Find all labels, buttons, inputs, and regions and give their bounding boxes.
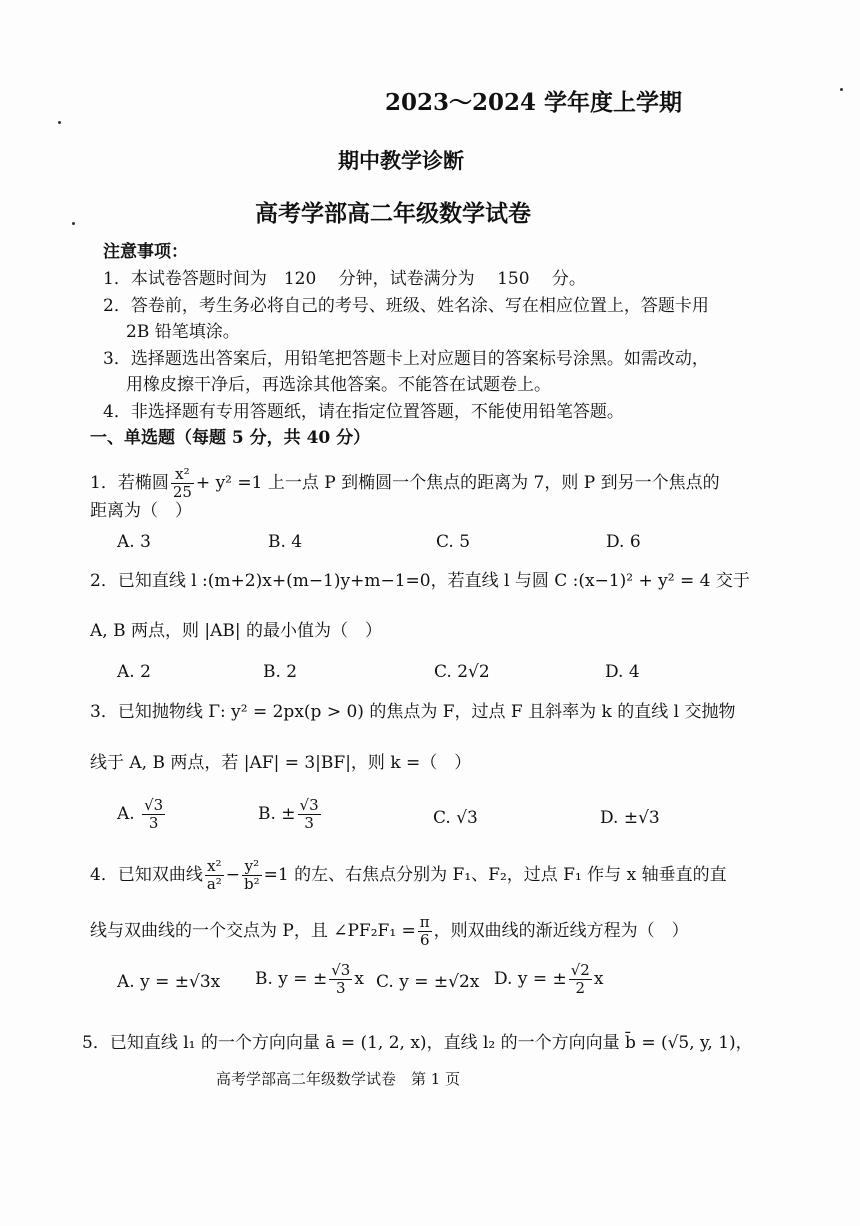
question-3-line2: 线于 A, B 两点，若 |AF| = 3|BF|，则 k =（ ） — [90, 753, 472, 773]
q3-option-d: D. ±√3 — [600, 808, 660, 828]
note-item: 3．选择题选出答案后，用铅笔把答题卡上对应题目的答案标号涂黑。如需改动， — [103, 349, 709, 369]
q3-option-c: C. √3 — [433, 808, 478, 828]
q1-text: 1．若椭圆 — [90, 473, 169, 493]
q4-option-d: D. y = ± $\frac{√2}{2}$ x — [494, 961, 604, 997]
scan-speck — [840, 88, 843, 91]
scan-speck — [58, 121, 61, 124]
q2-option-d: D. 4 — [605, 662, 640, 682]
q2-option-c: C. 2√2 — [434, 662, 490, 682]
year-title: 2023～2024 学年度上学期 — [385, 89, 683, 116]
exam-name: 期中教学诊断 — [338, 148, 464, 173]
note-item: 1．本试卷答题时间为 120 分钟，试卷满分为 150 分。 — [103, 269, 586, 289]
q2-option-b: B. 2 — [263, 662, 298, 682]
question-5-line1: 5．已知直线 l₁ 的一个方向向量 ā = (1, 2, x)，直线 l₂ 的一个方向向量 b̄ = (√5, y, 1)， — [82, 1033, 753, 1053]
note-item: 4．非选择题有专用答题纸，请在指定位置答题，不能使用铅笔答题。 — [103, 402, 624, 422]
question-2-line2: A, B 两点，则 |AB| 的最小值为（ ） — [90, 621, 383, 641]
q4-option-a: A. y = ±√3x — [117, 972, 221, 992]
question-4-line1: 4．已知双曲线 $\frac{\text{x²}}{\text{a²}}$ − $\frac{\text{y²}}{\text{b²}}$ =1 的左、右焦点分别为 F₁、F₂，过点 F₁ 作与 x 轴垂直的直 — [90, 857, 727, 893]
q4-option-b: B. y = ± $\frac{√3}{3}$ x — [255, 961, 364, 997]
question-1-line2: 距离为（ ） — [90, 501, 192, 521]
notes-heading: 注意事项： — [103, 242, 188, 262]
paper-title: 高考学部高二年级数学试卷 — [255, 200, 531, 227]
q1-fraction: $\frac{\text{x²}}{25}$ — [172, 465, 192, 501]
q1-option-c: C. 5 — [436, 532, 471, 552]
q1-option-b: B. 4 — [268, 532, 303, 552]
scan-speck — [72, 222, 75, 225]
question-3-line1: 3．已知抛物线 Γ: y² = 2px(p > 0) 的焦点为 F，过点 F 且斜率为 k 的直线 l 交抛物 — [90, 702, 736, 722]
q1-option-a: A. 3 — [117, 532, 151, 552]
q1-text-rest: + y² =1 上一点 P 到椭圆一个焦点的距离为 7，则 P 到另一个焦点的 — [195, 473, 720, 493]
page-footer: 高考学部高二年级数学试卷 第 1 页 — [216, 1070, 461, 1088]
q3-option-a: A. $\frac{√3}{3}$ — [117, 796, 164, 832]
q4-option-c: C. y = ±√2x — [376, 972, 480, 992]
note-item: 用橡皮擦干净后，再选涂其他答案。不能答在试题卷上。 — [126, 375, 551, 395]
note-item: 2B 铅笔填涂。 — [126, 322, 240, 342]
question-2-line1: 2．已知直线 l :(m+2)x+(m−1)y+m−1=0，若直线 l 与圆 C :(x−1)² + y² = 4 交于 — [90, 571, 750, 591]
q2-option-a: A. 2 — [117, 662, 151, 682]
question-1-line1 — [90, 466, 720, 501]
q1-option-d: D. 6 — [606, 532, 641, 552]
q3-option-b: B. ± $\frac{√3}{3}$ — [258, 796, 319, 832]
note-item: 2．答卷前，考生务必将自己的考号、班级、姓名涂、写在相应位置上，答题卡用 — [103, 296, 709, 316]
question-4-line2: 线与双曲线的一个交点为 P，且 ∠PF₂F₁ = $\frac{\pi}{6}$ ，则双曲线的渐近线方程为（ ） — [90, 913, 689, 949]
section-heading: 一、单选题（每题 5 分，共 40 分） — [90, 428, 371, 448]
